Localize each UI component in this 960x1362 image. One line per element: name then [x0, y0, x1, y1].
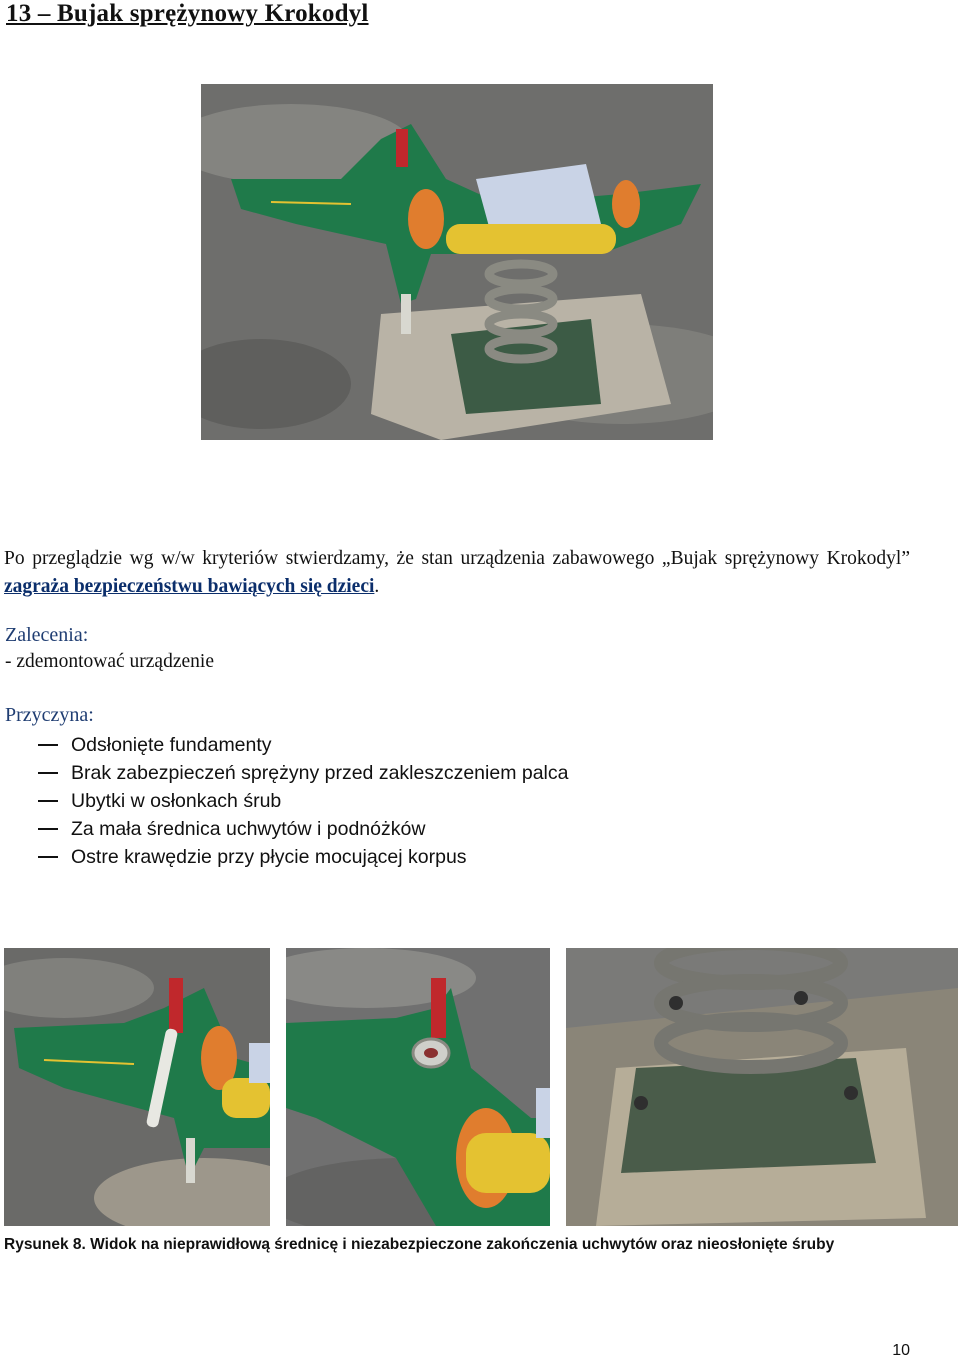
page-number: 10: [892, 1342, 910, 1359]
detail-photo-spring-base: [566, 948, 958, 1226]
reason-item: Odsłonięte fundamenty: [0, 731, 569, 759]
dash-bullet: [38, 800, 58, 802]
reason-item: Ostre krawędzie przy płycie mocującej korpus: [0, 843, 569, 871]
dash-bullet: [38, 772, 58, 774]
detail-photo-handle: [4, 948, 270, 1226]
summary-paragraph: [4, 545, 910, 601]
dash-bullet: [38, 828, 58, 830]
figure-caption: Rysunek 8. Widok na nieprawidłową średnicę i niezabezpieczone zakończenia uchwytów oraz nieosłonięte śruby: [4, 1236, 835, 1253]
recommendations-label: Zalecenia:: [5, 624, 89, 646]
page-heading: 13 – Bujak sprężynowy Krokodyl: [6, 0, 369, 27]
reason-item: Za mała średnica uchwytów i podnóżków: [0, 815, 569, 843]
reason-item: Ubytki w osłonkach śrub: [0, 787, 569, 815]
recommendation-item: - zdemontować urządzenie: [5, 651, 214, 672]
reasons-list: [0, 731, 569, 871]
main-photo: [201, 84, 713, 440]
detail-photo-handle-end: [286, 948, 550, 1226]
dash-bullet: [38, 744, 58, 746]
summary-end: .: [374, 576, 380, 597]
summary-alert: zagraża bezpieczeństwu bawiących się dzieci: [4, 576, 375, 597]
reason-item: Brak zabezpieczeń sprężyny przed zakleszczeniem palca: [0, 759, 569, 787]
summary-text: Po przeglądzie wg w/w kryteriów stwierdzamy, że stan urządzenia zabawowego „Bujak sprężynowy Krokodyl”: [4, 548, 910, 569]
reasons-label: Przyczyna:: [5, 704, 94, 726]
dash-bullet: [38, 856, 58, 858]
